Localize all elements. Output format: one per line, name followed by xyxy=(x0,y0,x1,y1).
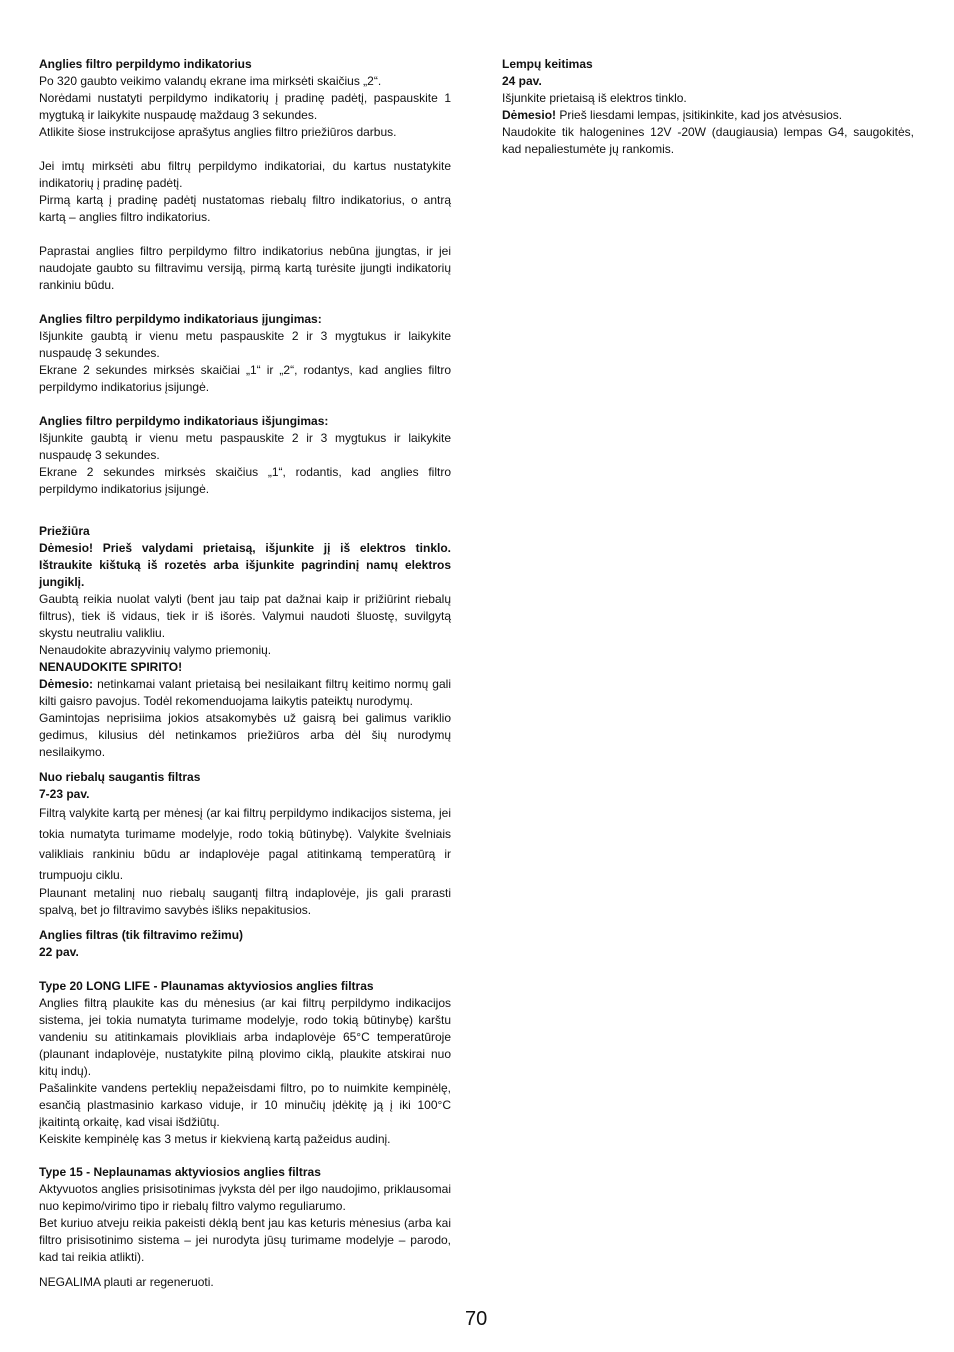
section-title: Type 15 - Neplaunamas aktyviosios anglies filtras xyxy=(39,1165,321,1179)
paragraph: Dėmesio: netinkamai valant prietaisą bei nesilaikant filtrų keitimo normų gali kilti gaisro pavojus. Todėl rekomenduojama laikytis pateiktų nurodymų. xyxy=(39,677,451,708)
section-title: Anglies filtro perpildymo indikatorius xyxy=(39,57,252,71)
paragraph: Išjunkite gaubtą ir vienu metu paspauskite 2 ir 3 mygtukus ir laikykite nuspaudę 3 sekundes. xyxy=(39,431,451,462)
paragraph: Pašalinkite vandens perteklių nepažeisdami filtro, po to nuimkite kempinėlę, esančią plastmasinio karkaso viduje, ir 10 minučių įdėkitę ją į iki 100°C įkaitintą orkaitę, kad visai išdžiūtų. xyxy=(39,1081,451,1129)
figure-ref: 24 pav. xyxy=(502,74,542,88)
paragraph: Gamintojas neprisiima jokios atsakomybės už gaisrą bei galimus variklio gedimus, kilusius dėl netinkamos priežiūros arba dėl šių nurodymų nesilaikymo. xyxy=(39,711,451,759)
page-number: 70 xyxy=(465,1308,488,1330)
paragraph: Ekrane 2 sekundes mirksės skaičius „1“, rodantis, kad anglies filtro perpildymo indikatorius įsijungė. xyxy=(39,465,451,496)
paragraph: Aktyvuotos anglies prisisotinimas įvyksta dėl per ilgo naudojimo, priklausomai nuo kepimo/virimo tipo ir riebalų filtro valymo reguliarumo. xyxy=(39,1182,451,1213)
paragraph: NEGALIMA plauti ar regeneruoti. xyxy=(39,1275,214,1289)
section-title: Nuo riebalų saugantis filtras xyxy=(39,770,201,784)
paragraph: Išjunkite prietaisą iš elektros tinklo. xyxy=(502,91,687,105)
section-title: Type 20 LONG LIFE - Plaunamas aktyviosios anglies filtras xyxy=(39,979,374,993)
figure-ref: 22 pav. xyxy=(39,945,79,959)
paragraph: Naudokite tik halogenines 12V -20W (daugiausia) lempas G4, saugokitės, kad nepaliestumėte jų rankomis. xyxy=(502,125,914,156)
warning-text: NENAUDOKITE SPIRITO! xyxy=(39,660,183,674)
section-title: Priežiūra xyxy=(39,524,90,538)
paragraph: Paprastai anglies filtro perpildymo filtro indikatorius nebūna įjungtas, ir jei naudojate gaubto su filtravimu versiją, pirmą kartą turėsite įjungti indikatorių rankiniu būdu. xyxy=(39,244,451,292)
section-title: Anglies filtras (tik filtravimo režimu) xyxy=(39,928,244,942)
paragraph: Po 320 gaubto veikimo valandų ekrane ima mirksėti skaičius „2“. xyxy=(39,74,382,88)
section-title: Anglies filtro perpildymo indikatoriaus išjungimas: xyxy=(39,414,329,428)
right-column xyxy=(502,56,914,158)
paragraph: Pirmą kartą į pradinę padėtį nustatomas riebalų filtro indikatorius, o antrą kartą – anglies filtro indikatorius. xyxy=(39,193,451,224)
warning-text: Dėmesio! Prieš valydami prietaisą, išjunkite jį iš elektros tinklo. Ištraukite kištuką iš rozetės arba išjunkite pagrindinį namų elektros jungiklį. xyxy=(39,541,451,589)
paragraph: Filtrą valykite kartą per mėnesį (ar kai filtrų perpildymo indikacijos sistema, jei tokia numatyta turimame modelyje, rodo tokią būtinybę). Valykite švelniais valikliais rankiniu būdu ar indaplovėje pagal atitinkamą temperatūrą ir trumpuoju ciklu. xyxy=(39,806,451,882)
attention-label: Dėmesio! xyxy=(502,108,557,122)
paragraph: Dėmesio! Prieš liesdami lempas, įsitikinkite, kad jos atvėsusios. xyxy=(502,108,843,122)
paragraph: Ekrane 2 sekundes mirksės skaičiai „1“ ir „2“, rodantys, kad anglies filtro perpildymo indikatorius įsijungė. xyxy=(39,363,451,394)
paragraph: Keiskite kempinėlę kas 3 metus ir kiekvieną kartą pažeidus audinį. xyxy=(39,1132,391,1146)
paragraph: Plaunant metalinį nuo riebalų saugantį filtrą indaplovėje, jis gali prarasti spalvą, bet jo filtravimo savybės išliks nepakitusios. xyxy=(39,886,451,917)
paragraph: Jei imtų mirksėti abu filtrų perpildymo indikatoriai, du kartus nustatykite indikatorių į pradinę padėtį. xyxy=(39,159,451,190)
figure-ref: 7-23 pav. xyxy=(39,787,90,801)
paragraph: Norėdami nustatyti perpildymo indikatorių į pradinę padėtį, paspauskite 1 mygtuką ir laikykite nuspaudę maždaug 3 sekundes. xyxy=(39,91,451,122)
paragraph: Gaubtą reikia nuolat valyti (bent jau taip pat dažnai kaip ir prižiūrint riebalų filtrus), tiek iš vidaus, tiek ir iš išorės. Valymui naudoti šluostę, suvilgytą skystu neutraliu valikliu. xyxy=(39,592,451,640)
paragraph: Anglies filtrą plaukite kas du mėnesius (ar kai filtrų perpildymo indikacijos sistema, jei tokia numatyta turimame modelyje, rodo tokią būtinybę) karštu vandeniu su atitinkamais plovikliais arba indaplovėje 65°C temperatūroje (plaunant indaplovėje, nustatykite pilną plovimo ciklą, plaukite atskirai nuo kitų indų). xyxy=(39,996,451,1078)
left-column xyxy=(39,56,451,1291)
section-title: Lempų keitimas xyxy=(502,57,593,71)
paragraph: Bet kuriuo atveju reikia pakeisti dėklą bent jau kas keturis mėnesius (arba kai filtro prisisotinimo sistema – jei nurodyta jūsų turimame modelyje – parodo, kad tai reikia atlikti). xyxy=(39,1216,451,1264)
section-title: Anglies filtro perpildymo indikatoriaus įjungimas: xyxy=(39,312,322,326)
paragraph: Atlikite šiose instrukcijose aprašytus anglies filtro priežiūros darbus. xyxy=(39,125,397,139)
attention-label: Dėmesio: xyxy=(39,677,94,691)
paragraph: Nenaudokite abrazyvinių valymo priemonių. xyxy=(39,643,272,657)
paragraph: Išjunkite gaubtą ir vienu metu paspauskite 2 ir 3 mygtukus ir laikykite nuspaudę 3 sekundes. xyxy=(39,329,451,360)
